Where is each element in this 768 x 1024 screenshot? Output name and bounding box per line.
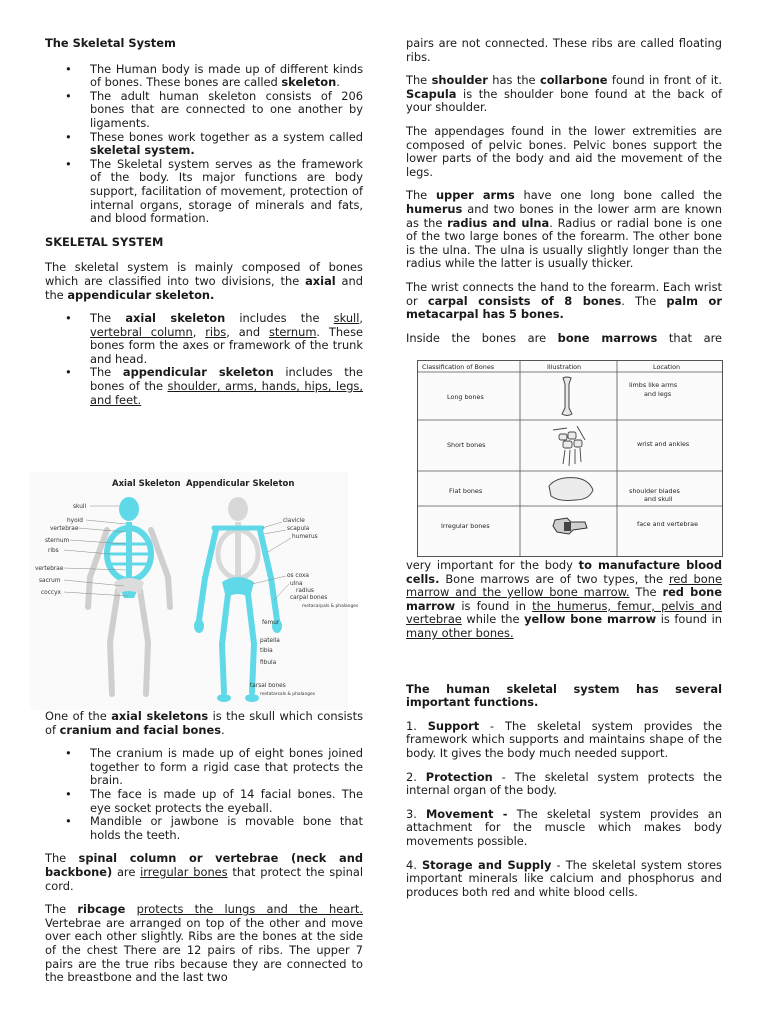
- svg-text:metacarpals & phalanges: metacarpals & phalanges: [302, 604, 359, 609]
- bone-marrow-intro: Inside the bones are bone marrows that are: [406, 330, 723, 345]
- axial-skeleton-title: Axial Skeleton: [112, 479, 181, 489]
- table-cell-location: and legs: [644, 390, 672, 398]
- section-heading: SKELETAL SYSTEM: [45, 234, 164, 249]
- svg-text:sternum: sternum: [45, 538, 70, 544]
- svg-text:tibia: tibia: [260, 648, 273, 654]
- svg-text:ulna: ulna: [290, 581, 303, 587]
- lower-extremities-paragraph: The appendages found in the lower extremities are composed of pelvic bones. Pelvic bones support the lower parts of the body and aid the movement of the legs.: [406, 123, 722, 179]
- table-cell-location: limbs like arms: [629, 381, 678, 389]
- list-item: • The cranium is made up of eight bones joined together to form a rigid case that protects the brain.: [45, 747, 363, 788]
- flat-bone-illustration: [549, 478, 593, 501]
- function-storage: 4. Storage and Supply - The skeletal system stores important minerals like calcium and phosphorus and produces both red and white blood cells.: [406, 857, 722, 899]
- table-cell-location: face and vertebrae: [637, 520, 699, 528]
- table-cell-type: Short bones: [447, 441, 486, 449]
- svg-text:humerus: humerus: [292, 534, 318, 540]
- wrist-paragraph: The wrist connects the hand to the forearm. Each wrist or carpal consists of 8 bones. The palm or metacarpal has 5 bones.: [406, 279, 722, 322]
- svg-text:patella: patella: [260, 638, 280, 644]
- table-header-location: Location: [653, 363, 681, 371]
- svg-text:skull: skull: [73, 504, 87, 510]
- function-movement: 3. Movement - The skeletal system provides an attachment for the muscle which makes body movements possible.: [406, 806, 723, 848]
- list-item: • The adult human skeleton consists of 206 bones that are connected to one another by ligaments.: [45, 90, 363, 131]
- svg-text:carpal bones: carpal bones: [290, 595, 328, 601]
- list-item: • These bones work together as a system called skeletal system.: [45, 131, 363, 158]
- svg-text:scapula: scapula: [287, 526, 310, 532]
- svg-text:sacrum: sacrum: [39, 578, 61, 584]
- intro-bullet-list: [45, 63, 363, 226]
- table-cell-location: shoulder blades: [629, 487, 680, 495]
- list-item: • The Skeletal system serves as the framework of the body. Its major functions are body support, facilitation of movement, protection of internal organs, storage of minerals and fats, and blood formation.: [45, 158, 363, 226]
- table-header-classification: Classification of Bones: [422, 363, 495, 371]
- list-item: • Mandible or jawbone is movable bone that holds the teeth.: [45, 815, 363, 842]
- floating-ribs-paragraph: pairs are not connected. These ribs are called floating ribs.: [406, 36, 722, 64]
- right-column-bottom: [406, 559, 722, 909]
- list-item: • The face is made up of 14 facial bones. The eye socket protects the eyeball.: [45, 788, 363, 815]
- upper-arms-paragraph: The upper arms have one long bone called the humerus and two bones in the lower arm are known as the radius and ulna. Radius or radial bone is one of the two large bones of the forearm. The other bone is the ulna. The ulna is usually slightly longer than the radius while the latter is usually thicker.: [406, 188, 722, 271]
- table-header-illustration: Illustration: [547, 363, 582, 371]
- right-column: [406, 37, 722, 355]
- document-title: The Skeletal System: [45, 36, 176, 50]
- svg-text:clavicle: clavicle: [283, 518, 305, 524]
- skull-paragraph: One of the axial skeletons is the skull which consists of cranium and facial bones.: [45, 709, 363, 737]
- list-item: • The axial skeleton includes the skull, vertebral column, ribs, and sternum. These bones form the axes or framework of the trunk and head.: [45, 312, 363, 366]
- function-support: 1. Support - The skeletal system provides the framework which supports and maintains shape of the body. It gives the body much needed support.: [406, 718, 722, 760]
- skeleton-figure: [30, 472, 359, 710]
- bone-classification-table: [417, 360, 723, 557]
- svg-text:vertebrae: vertebrae: [35, 566, 64, 572]
- svg-text:tarsal bones: tarsal bones: [250, 683, 286, 689]
- skeleton-divisions-list: [45, 312, 363, 407]
- svg-text:radius: radius: [296, 588, 314, 594]
- function-protection: 2. Protection - The skeletal system protects the internal organ of the body.: [406, 769, 722, 798]
- table-cell-location: wrist and ankles: [637, 440, 690, 448]
- functions-heading: The human skeletal system has several important functions.: [406, 681, 722, 710]
- appendicular-skeleton-title: Appendicular Skeleton: [186, 479, 295, 489]
- table-cell-type: Irregular bones: [441, 522, 490, 530]
- list-item: • The appendicular skeleton includes the bones of the shoulder, arms, hands, hips, legs, and feet.: [45, 366, 363, 407]
- divisions-paragraph: The skeletal system is mainly composed of bones which are classified into two divisions, the axial and the appendicular skeleton.: [45, 260, 363, 302]
- svg-text:fibula: fibula: [260, 660, 277, 666]
- svg-text:hyoid: hyoid: [67, 518, 83, 524]
- table-cell-type: Flat bones: [449, 487, 483, 495]
- left-column: [45, 37, 363, 417]
- left-column-bottom: [45, 710, 363, 995]
- svg-text:femur: femur: [262, 620, 280, 626]
- table-cell-type: Long bones: [447, 393, 484, 401]
- svg-text:coccyx: coccyx: [41, 590, 61, 596]
- svg-text:os coxa: os coxa: [287, 573, 309, 579]
- ribcage-paragraph: The ribcage protects the lungs and the heart. Vertebrae are arranged on top of the other and move over each other slightly. Ribs are the bones at the side of the chest There are 12 pairs of ribs. The upper 7 pairs are the true ribs because they are connected to the breastbone and the last two: [45, 902, 364, 985]
- spinal-column-paragraph: The spinal column or vertebrae (neck and backbone) are irregular bones that protect the spinal cord.: [45, 851, 363, 893]
- bone-marrow-paragraph: very important for the body to manufacture blood cells. Bone marrows are of two types, the red bone marrow and the yellow bone marrow. The red bone marrow is found in the humerus, femur, pelvis and vertebrae while the yellow bone marrow is found in many other bones.: [406, 558, 722, 640]
- shoulder-paragraph: The shoulder has the collarbone found in front of it. Scapula is the shoulder bone found at the back of your shoulder.: [406, 73, 722, 115]
- svg-text:ribs: ribs: [48, 548, 59, 554]
- skull-bullet-list: [45, 747, 363, 842]
- list-item: • The Human body is made up of different kinds of bones. These bones are called skeleton.: [45, 63, 363, 90]
- svg-text:metatarsals & phalanges: metatarsals & phalanges: [260, 692, 316, 697]
- svg-text:vertebrae: vertebrae: [50, 526, 79, 532]
- table-cell-location: and skull: [644, 495, 673, 503]
